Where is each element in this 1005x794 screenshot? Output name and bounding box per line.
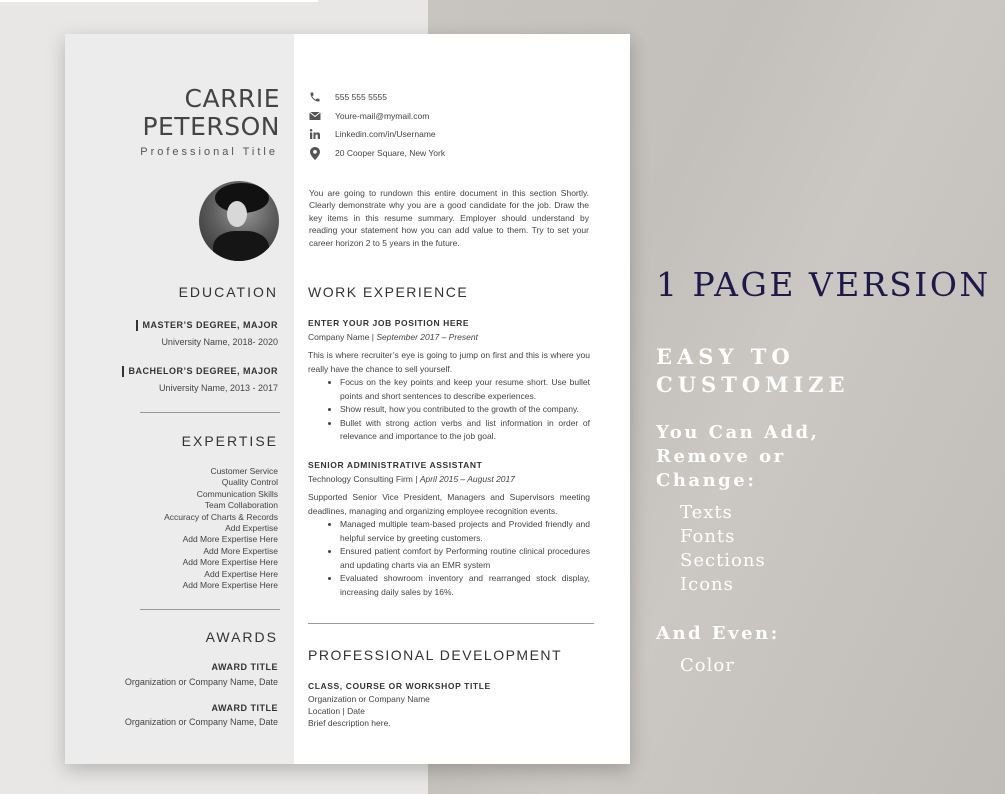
job-dates: April 2015 – August 2017 bbox=[419, 474, 515, 484]
promo-easy-line1: EASY TO bbox=[656, 344, 795, 369]
job-intro: Supported Senior Vice President, Managers and Supervisors meeting deadlines, managing and organizing employee recognition events. bbox=[308, 492, 590, 516]
course-location: Location | Date bbox=[308, 706, 366, 716]
linkedin-icon bbox=[308, 127, 322, 141]
expertise-item: Customer Service bbox=[210, 466, 278, 476]
phone-icon bbox=[308, 90, 322, 104]
expertise-list bbox=[164, 466, 278, 591]
job-bullets bbox=[308, 376, 590, 444]
job-intro: This is where recruiter’s eye is going to jump on first and this is where you really have the chance to sell yourself. bbox=[308, 350, 590, 374]
course-description: Brief description here. bbox=[308, 718, 391, 728]
degree-marker bbox=[136, 320, 138, 331]
divider bbox=[140, 609, 280, 610]
location-pin-icon bbox=[308, 146, 322, 160]
expertise-item: Add More Expertise Here bbox=[182, 534, 278, 545]
contact-address: 20 Cooper Square, New York bbox=[335, 148, 446, 158]
job-bullet: • Managed multiple team-based projects and Provided friendly and helpful service by greeting customers. bbox=[340, 518, 590, 545]
course-org: Organization or Company Name bbox=[308, 694, 430, 704]
promo-headline: 1 PAGE VERSION bbox=[656, 265, 991, 304]
resume-page bbox=[65, 34, 630, 764]
envelope-icon bbox=[308, 109, 322, 123]
job-bullet: • Ensured patient comfort by Performing routine clinical procedures and updating charts via an EMR system bbox=[340, 545, 590, 572]
professional-development-heading: PROFESSIONAL DEVELOPMENT bbox=[308, 647, 563, 663]
expertise-heading: EXPERTISE bbox=[181, 433, 278, 449]
promo-option: Icons bbox=[680, 574, 734, 595]
expertise-item: Add More Expertise Here bbox=[182, 557, 278, 568]
expertise-item: Accuracy of Charts & Records bbox=[164, 511, 278, 522]
job-bullet: • Focus on the key points and keep your resume short. Use bullet points and short sentences to describe experiences. bbox=[340, 376, 590, 403]
degree-label: BACHELOR’S DEGREE, MAJOR bbox=[128, 366, 278, 376]
awards-heading: AWARDS bbox=[205, 629, 278, 645]
resume-sidebar bbox=[65, 34, 294, 764]
education-school: University Name, 2013 - 2017 bbox=[158, 383, 278, 393]
job-title: ENTER YOUR JOB POSITION HERE bbox=[308, 318, 470, 328]
expertise-item: Add Expertise Here bbox=[204, 568, 278, 579]
job-bullet: • Evaluated showroom inventory and rearranged stock display, increasing daily sales by 16%. bbox=[340, 572, 590, 599]
expertise-item: Add More Expertise Here bbox=[182, 580, 278, 591]
education-degree bbox=[136, 320, 278, 331]
award-title: AWARD TITLE bbox=[211, 703, 278, 713]
background-top-strip bbox=[0, 0, 318, 2]
job-title: SENIOR ADMINISTRATIVE ASSISTANT bbox=[308, 460, 483, 470]
promo-easy-line2: CUSTOMIZE bbox=[656, 372, 850, 397]
expertise-item: Team Collaboration bbox=[204, 500, 278, 511]
education-heading: EDUCATION bbox=[178, 284, 278, 300]
divider bbox=[140, 412, 280, 413]
expertise-item: Add Expertise bbox=[225, 523, 278, 534]
photo-body bbox=[213, 231, 269, 261]
job-company: Company Name bbox=[308, 332, 370, 342]
first-name: CARRIE bbox=[184, 84, 280, 113]
promo-option: Fonts bbox=[680, 526, 736, 547]
summary: You are going to rundown this entire document in this section Shortly. Clearly demonstrate why you are a good candidate for the job. Draw the key items in this resume summary. Employer should understand by reading your statement how you can add value to them. Try to set your career horizon 2 to 5 years in the future. bbox=[309, 188, 589, 248]
contact-linkedin: Linkedin.com/in/Username bbox=[335, 129, 436, 139]
divider bbox=[308, 623, 594, 624]
work-experience-heading: WORK EXPERIENCE bbox=[308, 284, 469, 300]
promo-option: Texts bbox=[680, 502, 733, 523]
award-org: Organization or Company Name, Date bbox=[124, 677, 278, 687]
expertise-item: Add More Expertise bbox=[203, 545, 278, 556]
promo-color: Color bbox=[680, 655, 735, 676]
job-bullet: • Show result, how you contributed to the growth of the company. bbox=[340, 403, 590, 417]
job-meta: Technology Consulting Firm | April 2015 – August 2017 bbox=[308, 474, 515, 484]
education-degree bbox=[122, 366, 278, 377]
job-bullet: • Bullet with strong action verbs and list information in order of relevance and importance to the job goal. bbox=[340, 417, 590, 444]
job-company: Technology Consulting Firm bbox=[308, 474, 413, 484]
education-school: University Name, 2018- 2020 bbox=[161, 337, 278, 347]
degree-marker bbox=[122, 366, 124, 377]
job-dates: September 2017 – Present bbox=[376, 332, 478, 342]
promo-option: Sections bbox=[680, 550, 766, 571]
degree-label: MASTER’S DEGREE, MAJOR bbox=[142, 320, 278, 330]
profile-photo bbox=[199, 181, 279, 261]
course-title: CLASS, COURSE OR WORKSHOP TITLE bbox=[308, 681, 491, 691]
promo-can-line: You Can Add, bbox=[656, 422, 820, 443]
promo-can-line: Change: bbox=[656, 470, 757, 491]
expertise-item: Communication Skills bbox=[196, 488, 278, 499]
professional-title: Professional Title bbox=[140, 146, 278, 158]
photo-face bbox=[227, 201, 247, 227]
award-title: AWARD TITLE bbox=[211, 662, 278, 672]
contact-email: Youre-mail@mymail.com bbox=[335, 111, 430, 121]
promo-and-even: And Even: bbox=[656, 623, 780, 644]
award-org: Organization or Company Name, Date bbox=[124, 717, 278, 727]
promo-can-line: Remove or bbox=[656, 446, 786, 467]
last-name: PETERSON bbox=[142, 112, 280, 141]
job-bullets bbox=[308, 518, 590, 600]
contact-phone: 555 555 5555 bbox=[335, 92, 387, 102]
expertise-item: Quality Control bbox=[221, 477, 278, 488]
job-meta: Company Name | September 2017 – Present bbox=[308, 332, 478, 342]
